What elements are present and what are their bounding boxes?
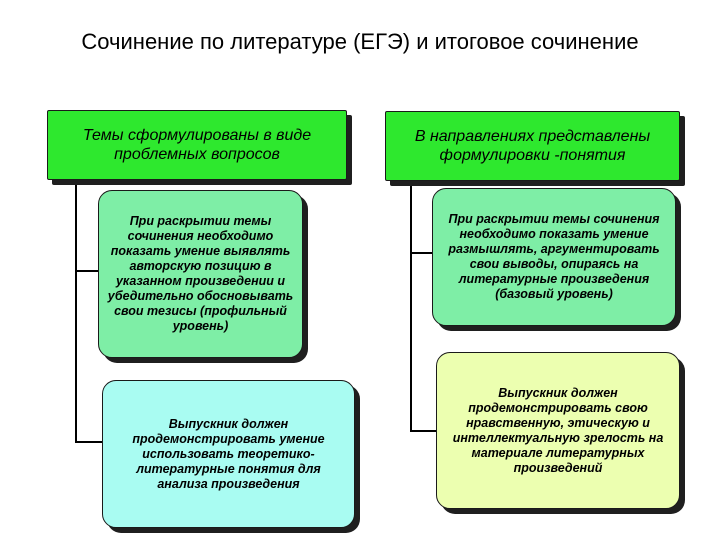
left-connector-to-card2 (75, 441, 102, 443)
left-card-theory-concepts-text: Выпускник должен продемонстрировать умение использовать теоретико-литературные понятия для анализа произведения (132, 416, 325, 491)
left-card-profile-level-text: При раскрытии темы сочинения необходимо показать умение выявлять авторскую позицию в указанном произведении и убедительно обосновывать свои тезисы (профильный уровень) (107, 214, 294, 333)
right-header-text: В направлениях представлены формулировки -понятия (414, 128, 651, 164)
left-header-box (47, 110, 347, 180)
page-title: Сочинение по литературе (ЕГЭ) и итоговое сочинение (81, 29, 639, 54)
left-header-text: Темы сформулированы в виде проблемных вопросов (82, 127, 312, 163)
right-header-box (385, 111, 680, 181)
left-card-profile-level (98, 190, 303, 358)
right-connector-vertical (410, 180, 412, 431)
right-card-maturity (436, 352, 680, 509)
right-connector-to-card2 (410, 430, 436, 432)
right-card-basic-level (432, 188, 676, 326)
left-connector-vertical (75, 180, 77, 442)
right-card-maturity-text: Выпускник должен продемонстрировать свою нравственную, этическую и интеллектуальную зрелость на материале литературных произведений (452, 385, 664, 475)
left-card-theory-concepts (102, 380, 355, 528)
right-card-basic-level-text: При раскрытии темы сочинения необходимо показать умение размышлять, аргументировать свои выводы, опираясь на литературные произведения (базовый уровень) (448, 212, 660, 301)
